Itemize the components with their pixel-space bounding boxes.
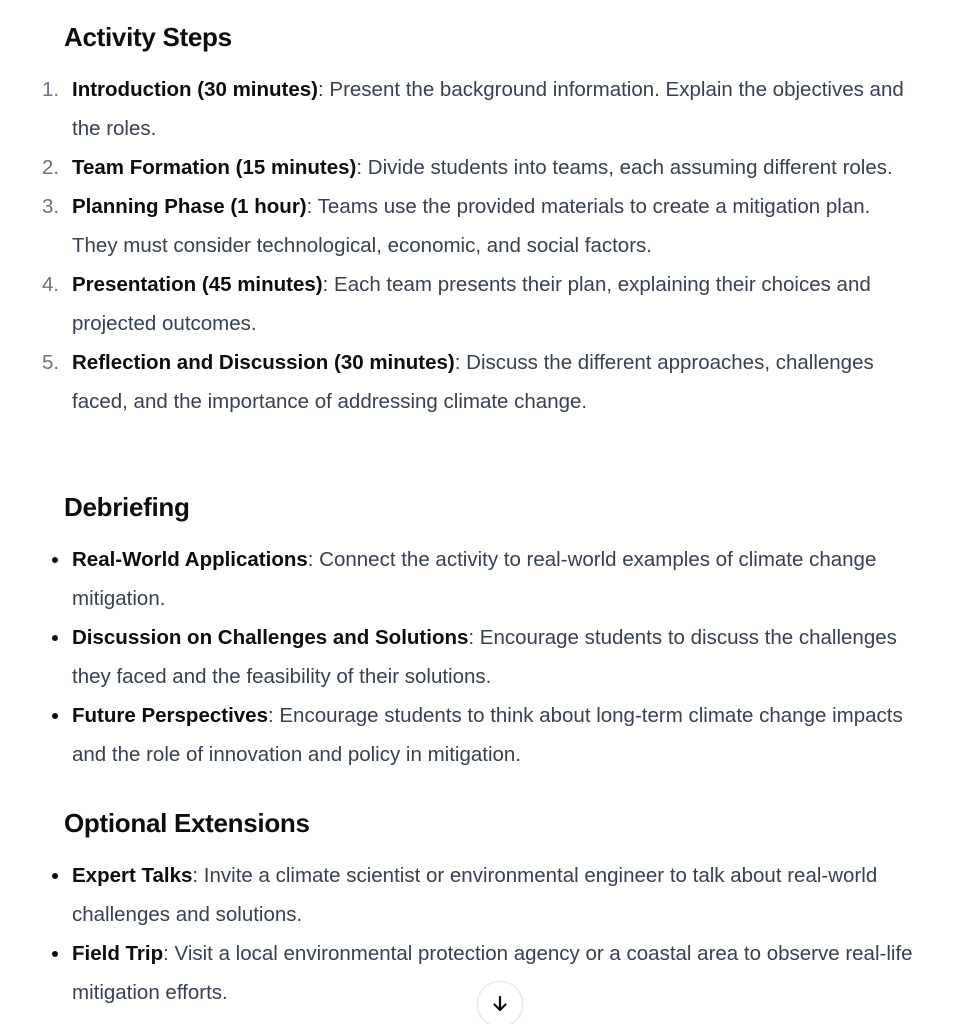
list-item xyxy=(0,187,958,265)
item-title: Presentation (45 minutes) xyxy=(72,273,323,296)
debriefing-list xyxy=(0,540,958,774)
list-item xyxy=(0,265,958,343)
item-title: Expert Talks xyxy=(72,864,193,887)
bullet-icon xyxy=(52,635,58,641)
item-text: : Encourage students to discuss the challenges they faced and the feasibility of their solutions. xyxy=(72,626,897,688)
item-text: : Teams use the provided materials to create a mitigation plan. They must consider technological, economic, and social factors. xyxy=(72,195,871,257)
item-title: Planning Phase (1 hour) xyxy=(72,195,307,218)
list-number: 5. xyxy=(42,351,60,374)
list-item xyxy=(0,540,958,618)
item-text: : Connect the activity to real-world examples of climate change mitigation. xyxy=(72,548,877,610)
item-text: : Encourage students to think about long-term climate change impacts and the role of innovation and policy in mitigation. xyxy=(72,704,903,766)
bullet-icon xyxy=(52,951,58,957)
list-number: 2. xyxy=(42,156,60,179)
list-item xyxy=(0,70,958,148)
item-title: Reflection and Discussion (30 minutes) xyxy=(72,351,455,374)
item-text: : Divide students into teams, each assuming different roles. xyxy=(356,156,893,179)
bullet-icon xyxy=(52,557,58,563)
item-title: Introduction (30 minutes) xyxy=(72,78,318,101)
list-number: 3. xyxy=(42,195,60,218)
list-item xyxy=(0,856,958,934)
item-text: : Each team presents their plan, explaining their choices and projected outcomes. xyxy=(72,273,871,335)
item-text: : Invite a climate scientist or environmental engineer to talk about real-world challenges and solutions. xyxy=(72,864,878,926)
bullet-icon xyxy=(52,873,58,879)
item-text: : Present the background information. Explain the objectives and the roles. xyxy=(72,78,904,140)
heading-optional-extensions: Optional Extensions xyxy=(64,808,310,838)
list-item xyxy=(0,343,958,421)
item-title: Team Formation (15 minutes) xyxy=(72,156,357,179)
scroll-to-bottom-button[interactable] xyxy=(477,981,523,1024)
list-item xyxy=(0,696,958,774)
item-text: : Visit a local environmental protection agency or a coastal area to observe real-life mitigation efforts. xyxy=(72,942,913,1004)
list-item xyxy=(0,618,958,696)
list-number: 1. xyxy=(42,78,60,101)
list-item xyxy=(0,148,958,187)
list-number: 4. xyxy=(42,273,60,296)
bullet-icon xyxy=(52,713,58,719)
item-text: : Discuss the different approaches, challenges faced, and the importance of addressing climate change. xyxy=(72,351,874,413)
heading-activity-steps: Activity Steps xyxy=(64,22,232,52)
item-title: Field Trip xyxy=(72,942,164,965)
optional-extensions-list xyxy=(0,856,958,1012)
item-title: Real-World Applications xyxy=(72,548,308,571)
activity-steps-list xyxy=(0,70,958,421)
item-title: Future Perspectives xyxy=(72,704,268,727)
heading-debriefing: Debriefing xyxy=(64,492,190,522)
item-title: Discussion on Challenges and Solutions xyxy=(72,626,469,649)
arrow-down-icon xyxy=(490,994,510,1014)
